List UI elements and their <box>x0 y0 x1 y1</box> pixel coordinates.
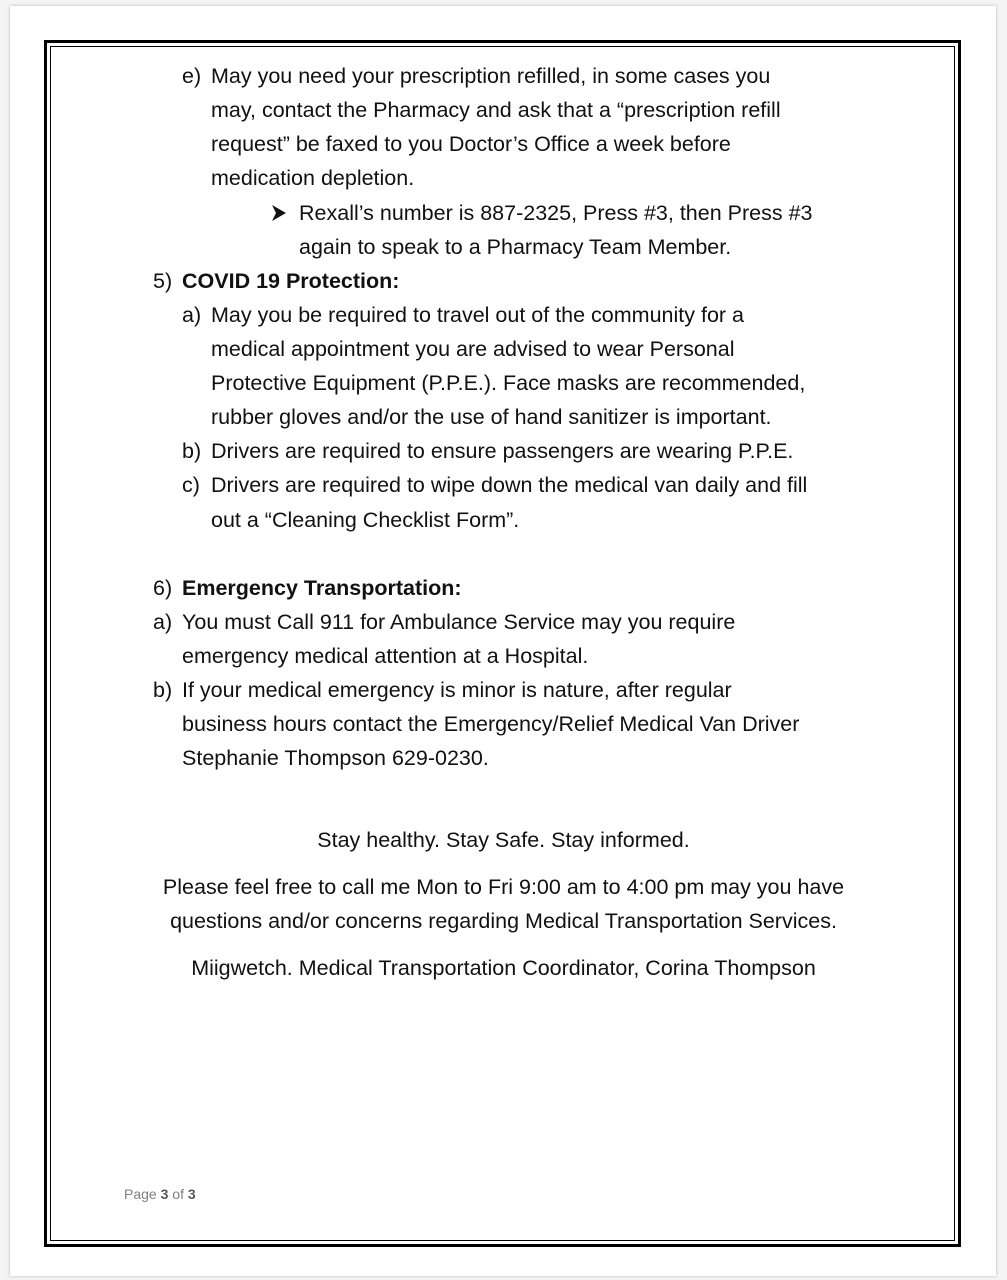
closing-motto: Stay healthy. Stay Safe. Stay informed. <box>317 828 690 852</box>
item-line: rubber gloves and/or the use of hand sanitizer is important. <box>211 405 772 429</box>
item-line: business hours contact the Emergency/Relief Medical Van Driver <box>182 712 800 736</box>
item-line: Drivers are required to ensure passengers are wearing P.P.E. <box>211 439 794 463</box>
item-marker: a) <box>182 303 202 327</box>
page-total: 3 <box>187 1186 196 1202</box>
item-line: Drivers are required to wipe down the medical van daily and fill <box>211 473 808 497</box>
item-line: If your medical emergency is minor is nature, after regular <box>182 678 732 702</box>
item-marker: a) <box>153 610 173 634</box>
bullet-line: again to speak to a Pharmacy Team Member. <box>299 235 732 259</box>
item-line: out a “Cleaning Checklist Form”. <box>211 508 520 532</box>
closing-contact-line: questions and/or concerns regarding Medical Transportation Services. <box>170 909 837 933</box>
item-e-line: request” be faxed to you Doctor’s Office a week before <box>211 132 731 156</box>
page-word: Page <box>124 1186 157 1202</box>
item-e-line: medication depletion. <box>211 166 415 190</box>
section-6-heading: Emergency Transportation: <box>182 576 462 600</box>
item-line: May you be required to travel out of the community for a <box>211 303 744 327</box>
item-line: Stephanie Thompson 629-0230. <box>182 746 489 770</box>
arrow-bullet-icon <box>270 203 288 223</box>
section-6-marker: 6) <box>153 576 173 600</box>
item-line: Protective Equipment (P.P.E.). Face masks are recommended, <box>211 371 806 395</box>
page-current: 3 <box>160 1186 169 1202</box>
closing-contact-line: Please feel free to call me Mon to Fri 9:00 am to 4:00 pm may you have <box>162 875 845 899</box>
item-line: emergency medical attention at a Hospital. <box>182 644 589 668</box>
item-e-marker: e) <box>182 64 202 88</box>
section-5-marker: 5) <box>153 269 173 293</box>
item-e-line: May you need your prescription refilled, in some cases you <box>211 64 771 88</box>
page-of-word: of <box>172 1186 184 1202</box>
arrow-bullet-icon <box>270 196 288 230</box>
item-marker: b) <box>153 678 173 702</box>
page-number <box>124 1184 196 1204</box>
item-line: You must Call 911 for Ambulance Service may you require <box>182 610 736 634</box>
bullet-line: Rexall’s number is 887-2325, Press #3, then Press #3 <box>299 201 813 225</box>
section-5-heading: COVID 19 Protection: <box>182 269 400 293</box>
item-marker: c) <box>182 473 200 497</box>
item-marker: b) <box>182 439 202 463</box>
item-e-line: may, contact the Pharmacy and ask that a “prescription refill <box>211 98 781 122</box>
closing-signoff: Miigwetch. Medical Transportation Coordinator, Corina Thompson <box>191 956 816 980</box>
item-line: medical appointment you are advised to wear Personal <box>211 337 735 361</box>
